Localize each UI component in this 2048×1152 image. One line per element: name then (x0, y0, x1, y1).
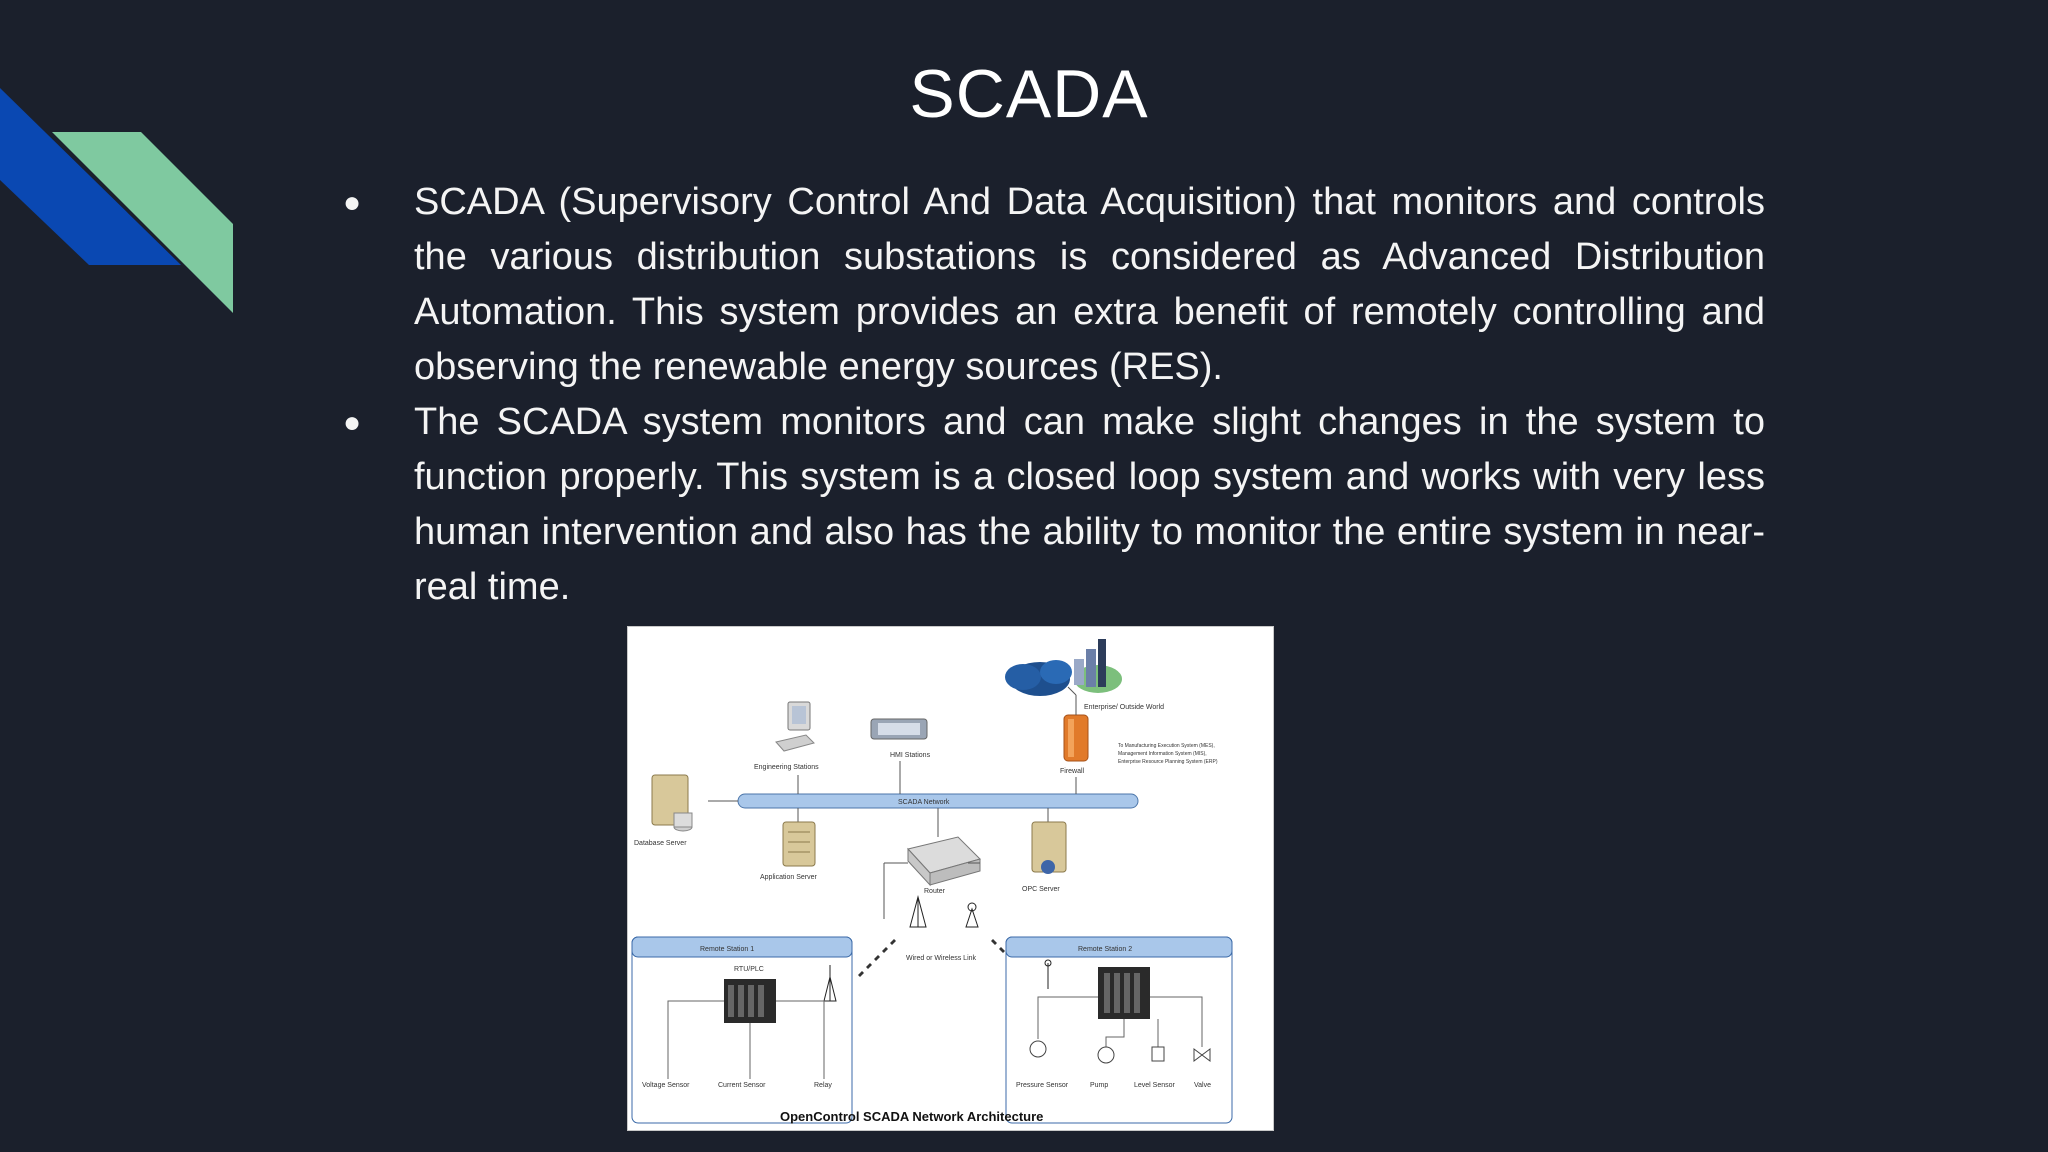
enterprise-note-line: Management Information System (MIS), (1118, 751, 1207, 757)
sensor-label: Voltage Sensor (642, 1082, 690, 1089)
database-server-icon (652, 775, 692, 831)
hmi-label: HMI Stations (890, 752, 931, 759)
rtu-plc-icon (1098, 967, 1150, 1019)
enterprise-buildings-icon (1074, 639, 1122, 693)
scada-architecture-diagram (627, 626, 1274, 1131)
bullet-list (340, 175, 1765, 615)
bullet-dot: ● (343, 406, 362, 439)
rtu-plc-icon (724, 979, 776, 1023)
enterprise-note-line: To Manufacturing Execution System (MES), (1118, 743, 1215, 749)
antenna-icon (910, 897, 978, 927)
firewall-icon (1064, 715, 1088, 761)
bullet-item (340, 395, 1765, 615)
bullet-dot: ● (343, 186, 362, 219)
router-icon (908, 837, 980, 885)
enterprise-note-line: Enterprise Resource Planning System (ERP) (1118, 759, 1218, 765)
remote-station-2-label: Remote Station 2 (1078, 946, 1133, 953)
engineering-station-icon (776, 702, 814, 751)
decorative-stripes (0, 0, 240, 320)
sensor-label: Relay (814, 1082, 832, 1089)
application-label: Application Server (760, 874, 817, 881)
remote-station-1 (632, 937, 852, 1123)
opc-server-icon (1032, 822, 1066, 874)
sensor-label: Current Sensor (718, 1082, 766, 1089)
diagram-caption: OpenControl SCADA Network Architecture (780, 1109, 1044, 1124)
remote-station-1-label: Remote Station 1 (700, 946, 755, 953)
rtu-label: RTU/PLC (734, 966, 764, 973)
opc-label: OPC Server (1022, 886, 1060, 893)
hmi-station-icon (871, 719, 927, 739)
sensor-label: Valve (1194, 1082, 1211, 1089)
application-server-icon (783, 822, 815, 866)
database-label: Database Server (634, 840, 687, 847)
remote-station-2 (1006, 937, 1232, 1123)
bullet-item (340, 175, 1765, 395)
engineering-label: Engineering Stations (754, 764, 819, 771)
enterprise-label: Enterprise/ Outside World (1084, 704, 1165, 711)
network-label: SCADA Network (898, 799, 950, 806)
bullet-text: SCADA (Supervisory Control And Data Acquisition) that monitors and controls the various distribution substations is considered as Advanced Distribution Automation. This system provides an extra benefit of remotely controlling and observing the renewable energy sources (RES). (414, 181, 1765, 388)
wireless-label: Wired or Wireless Link (906, 955, 977, 962)
network-links (708, 687, 1076, 837)
sensor-label: Level Sensor (1134, 1082, 1175, 1089)
sensor-label: Pump (1090, 1082, 1109, 1089)
slide-title: SCADA (909, 56, 1149, 132)
sensor-label: Pressure Sensor (1016, 1082, 1069, 1089)
cloud-icon (1005, 660, 1072, 696)
firewall-label: Firewall (1060, 768, 1085, 775)
router-label: Router (924, 888, 946, 895)
bullet-text: The SCADA system monitors and can make slight changes in the system to function properly. This system is a closed loop system and works with very less human intervention and also has the ability to monitor the entire system in near-real time. (414, 401, 1765, 608)
